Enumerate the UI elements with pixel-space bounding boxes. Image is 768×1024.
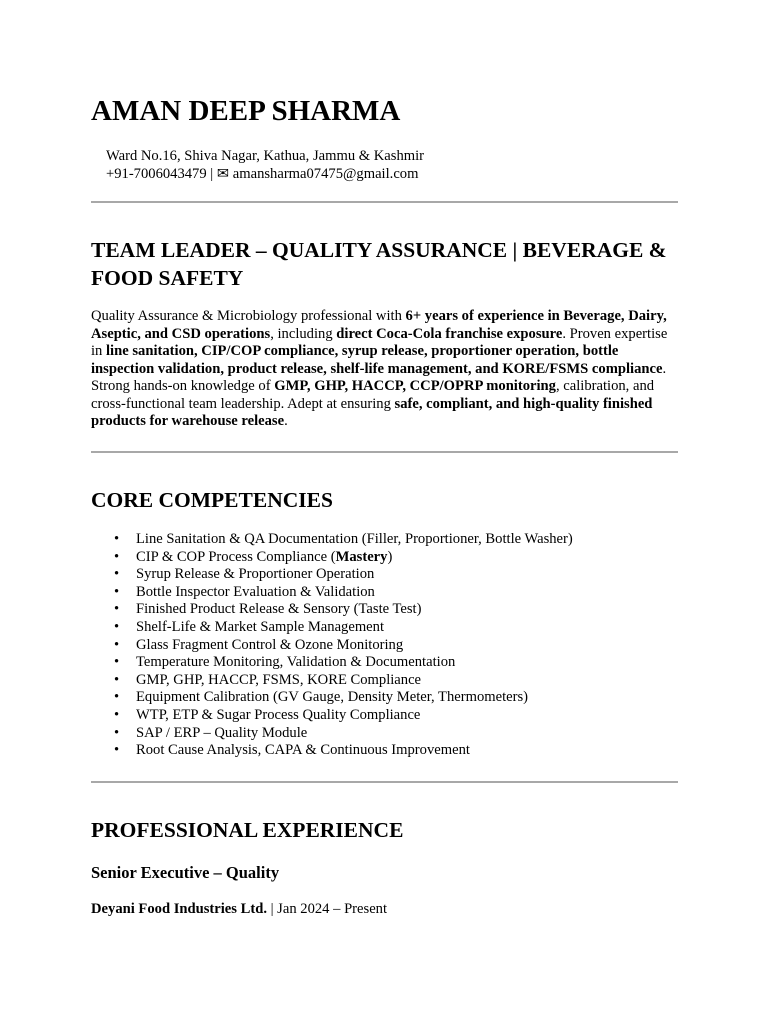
core-competencies-title: CORE COMPETENCIES — [91, 488, 333, 512]
phone-number: +91-7006043479 — [106, 165, 207, 182]
bullet-icon: • — [114, 583, 120, 600]
bullet-icon: • — [114, 706, 120, 723]
bullet-icon: • — [114, 689, 120, 706]
professional-experience-title: PROFESSIONAL EXPERIENCE — [91, 818, 404, 842]
summary-bold-2: direct Coca-Cola franchise exposure — [336, 325, 563, 342]
contact-separator: | — [206, 165, 217, 182]
summary-text-5: , calibration, and cross-functional team leadership. Adept at ensuring — [91, 378, 655, 412]
phone-email-line — [106, 166, 424, 184]
candidate-name: AMAN DEEP SHARMA — [91, 95, 401, 127]
divider-2 — [91, 451, 678, 453]
divider-3 — [91, 781, 678, 783]
summary-text-2: , including — [270, 325, 337, 342]
bullet-icon: • — [114, 531, 120, 547]
competency-item: • Root Cause Analysis, CAPA & Continuous Improvement — [114, 742, 470, 759]
competency-item: • Line Sanitation & QA Documentation (Filler, Proportioner, Bottle Washer) — [114, 531, 573, 547]
employer-line — [91, 900, 387, 918]
employment-dates: | Jan 2024 – Present — [266, 901, 388, 917]
summary-text-1: Quality Assurance & Microbiology professional with — [91, 308, 406, 324]
summary-text-3: . Proven expertise in — [91, 325, 668, 359]
divider-1 — [91, 201, 678, 203]
competency-item: • WTP, ETP & Sugar Process Quality Compliance — [114, 706, 421, 723]
summary-text-6: . — [284, 413, 288, 429]
summary-bold-5: safe, compliant, and high-quality finished products for warehouse release — [91, 395, 653, 429]
bullet-icon: • — [114, 671, 120, 688]
headline-title: TEAM LEADER – QUALITY ASSURANCE | BEVERAGE & FOOD SAFETY — [91, 238, 667, 290]
competency-item: • Syrup Release & Proportioner Operation — [114, 566, 375, 583]
competency-item: • SAP / ERP – Quality Module — [114, 724, 308, 741]
bullet-icon: • — [114, 654, 120, 671]
summary-bold-3: line sanitation, CIP/COP compliance, syrup release, proportioner operation, bottle inspection validation, product release, shelf-life management, and KORE/FSMS compliance — [91, 343, 663, 377]
bullet-icon: • — [114, 601, 120, 618]
competencies-list — [91, 531, 573, 760]
bullet-icon: • — [114, 566, 120, 583]
contact-block — [106, 148, 424, 183]
bullet-icon: • — [114, 636, 120, 653]
summary-bold-1: 6+ years of experience in Beverage, Dairy, Aseptic, and CSD operations — [91, 308, 667, 342]
competency-item: • Bottle Inspector Evaluation & Validation — [114, 583, 375, 600]
company-name: Deyani Food Industries Ltd. — [91, 901, 267, 917]
profile-summary — [91, 308, 678, 431]
bullet-icon: • — [114, 548, 120, 565]
envelope-icon: ✉ — [216, 165, 230, 182]
competency-item: • Temperature Monitoring, Validation & Documentation — [114, 654, 456, 671]
bullet-icon: • — [114, 742, 120, 759]
summary-text-4: . Strong hands-on knowledge of — [91, 360, 667, 394]
competency-item: • Equipment Calibration (GV Gauge, Density Meter, Thermometers) — [114, 689, 528, 706]
competency-item: • CIP & COP Process Compliance (Mastery) — [114, 548, 393, 565]
competency-item: • Shelf-Life & Market Sample Management — [114, 618, 385, 635]
competency-item: • Glass Fragment Control & Ozone Monitoring — [114, 636, 404, 653]
bullet-icon: • — [114, 724, 120, 741]
bullet-icon: • — [114, 618, 120, 635]
competency-item: • Finished Product Release & Sensory (Taste Test) — [114, 601, 422, 618]
competency-item: • GMP, GHP, HACCP, FSMS, KORE Compliance — [114, 671, 422, 688]
job-role-title: Senior Executive – Quality — [91, 863, 280, 882]
address-line: Ward No.16, Shiva Nagar, Kathua, Jammu & Kashmir — [106, 148, 425, 164]
summary-bold-4: GMP, GHP, HACCP, CCP/OPRP monitoring — [274, 378, 556, 394]
email-address[interactable]: amansharma07475@gmail.com — [232, 165, 419, 182]
